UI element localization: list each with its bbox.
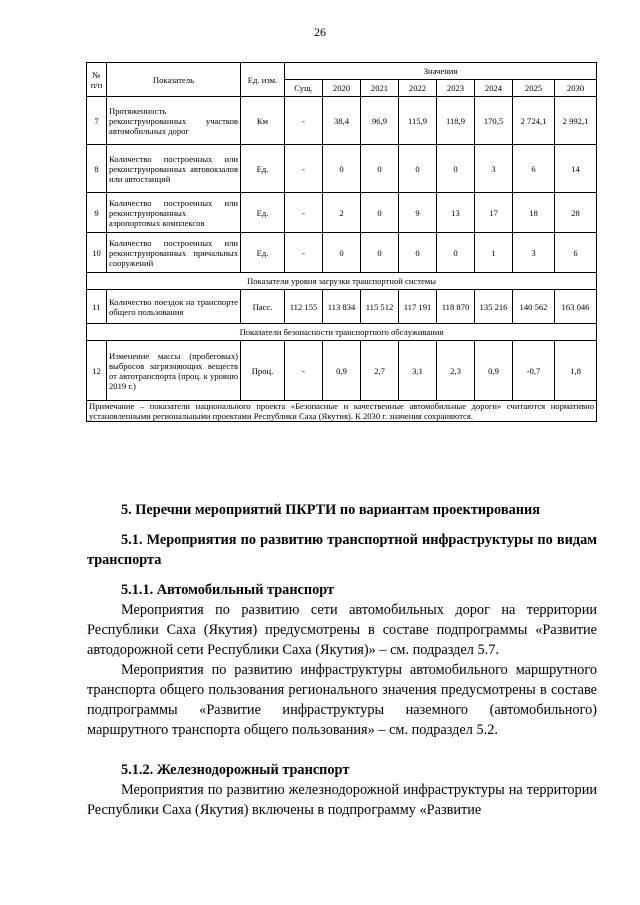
row-unit: Пасс.: [241, 290, 285, 324]
heading-section-5-1: 5.1. Мероприятия по развитию транспортной инфраструктуры по видам транспорта: [87, 532, 597, 568]
cell-value: 117 191: [399, 290, 437, 324]
section-row: [87, 273, 597, 290]
table-row: [87, 341, 597, 401]
page-number: 26: [314, 25, 326, 39]
cell-value: 6: [555, 233, 597, 273]
year-header: Сущ.: [285, 80, 323, 97]
row-indicator: Количество построенных или реконструированных аэропортовых комплексов: [107, 193, 241, 233]
cell-value: 0: [437, 145, 475, 193]
cell-value: 2 992,1: [555, 97, 597, 145]
cell-value: -: [285, 145, 323, 193]
heading-section-5-1-2: 5.1.2. Железнодорожный транспорт: [121, 762, 350, 778]
year-header: 2030: [555, 80, 597, 97]
cell-value: 2: [323, 193, 361, 233]
row-number: 9: [87, 193, 107, 233]
table-row: [87, 97, 597, 145]
table-row: [87, 290, 597, 324]
cell-value: 118 870: [437, 290, 475, 324]
cell-value: 2,3: [437, 341, 475, 401]
cell-value: 112 155: [285, 290, 323, 324]
row-indicator: Изменение массы (пробеговых) выбросов загрязняющих веществ от автотранспорта (проц. к уровню 2019 г.): [107, 341, 241, 401]
section-title: Показатели безопасности транспортного обслуживания: [87, 324, 597, 341]
table-row: [87, 145, 597, 193]
cell-value: 28: [555, 193, 597, 233]
cell-value: 0: [361, 145, 399, 193]
cell-value: 118,9: [437, 97, 475, 145]
cell-value: -: [285, 97, 323, 145]
cell-value: 113 834: [323, 290, 361, 324]
row-unit: Км: [241, 97, 285, 145]
row-number: 10: [87, 233, 107, 273]
row-unit: Ед.: [241, 233, 285, 273]
paragraph: Мероприятия по развитию инфраструктуры автомобильного маршрутного транспорта общего пользования регионального значения предусмотрены в составе подпрограммы «Развитие инфраструктуры наземного (автомобильного) маршрутного транспорта общего пользования» – см. подраздел 5.2.: [87, 662, 597, 738]
row-indicator: Количество поездок на транспорте общего пользования: [107, 290, 241, 324]
cell-value: 0: [399, 145, 437, 193]
section-row: [87, 324, 597, 341]
year-header: 2025: [513, 80, 555, 97]
cell-value: 18: [513, 193, 555, 233]
cell-value: 3: [475, 145, 513, 193]
row-number: 7: [87, 97, 107, 145]
table-note: Примечание – показатели национального проекта «Безопасные и качественные автомобильные дороги» считаются нормативно установленными региональными проектами Республики Саха (Якутия). К 2030 г. значения сохраняются.: [87, 401, 597, 422]
cell-value: 96,9: [361, 97, 399, 145]
row-indicator: Количество построенных или реконструированных причальных сооружений: [107, 233, 241, 273]
row-number: 12: [87, 341, 107, 401]
cell-value: 38,4: [323, 97, 361, 145]
col-values-header: Значения: [285, 63, 597, 80]
cell-value: 0: [323, 145, 361, 193]
heading-section-5: 5. Перечни мероприятий ПКРТИ по вариантам проектирования: [121, 502, 540, 518]
cell-value: 0: [437, 233, 475, 273]
cell-value: -: [285, 193, 323, 233]
year-header: 2021: [361, 80, 399, 97]
row-number: 8: [87, 145, 107, 193]
paragraph: Мероприятия по развитию сети автомобильных дорог на территории Республики Саха (Якутия) предусмотрены в составе подпрограммы «Развитие автодорожной сети Республики Саха (Якутия)» – см. подраздел 5.7.: [87, 602, 597, 658]
cell-value: 0: [323, 233, 361, 273]
heading-section-5-1-1: 5.1.1. Автомобильный транспорт: [121, 582, 335, 598]
col-indicator-header: Показатель: [107, 63, 241, 97]
year-header: 2022: [399, 80, 437, 97]
row-number: 11: [87, 290, 107, 324]
row-unit: Проц.: [241, 341, 285, 401]
cell-value: 9: [399, 193, 437, 233]
cell-value: 17: [475, 193, 513, 233]
section-title: Показатели уровня загрузки транспортной системы: [87, 273, 597, 290]
cell-value: 2 724,1: [513, 97, 555, 145]
cell-value: 14: [555, 145, 597, 193]
cell-value: -0,7: [513, 341, 555, 401]
col-num-header: № п/п: [87, 63, 107, 97]
row-unit: Ед.: [241, 145, 285, 193]
row-unit: Ед.: [241, 193, 285, 233]
row-indicator: Протяженность реконструированных участков автомобильных дорог: [107, 97, 241, 145]
cell-value: 170,5: [475, 97, 513, 145]
cell-value: 0: [361, 193, 399, 233]
table-row: [87, 193, 597, 233]
cell-value: 0: [361, 233, 399, 273]
cell-value: 3,1: [399, 341, 437, 401]
cell-value: 0,9: [323, 341, 361, 401]
year-header: 2023: [437, 80, 475, 97]
year-header: 2020: [323, 80, 361, 97]
cell-value: 140 562: [513, 290, 555, 324]
cell-value: 115,9: [399, 97, 437, 145]
indicators-table: [86, 62, 597, 422]
cell-value: 1: [475, 233, 513, 273]
cell-value: 2,7: [361, 341, 399, 401]
cell-value: 135 216: [475, 290, 513, 324]
cell-value: 0,9: [475, 341, 513, 401]
cell-value: 13: [437, 193, 475, 233]
document-body: [87, 500, 597, 820]
cell-value: -: [285, 341, 323, 401]
cell-value: 3: [513, 233, 555, 273]
row-indicator: Количество построенных или реконструированных автовокзалов или автостанций: [107, 145, 241, 193]
cell-value: -: [285, 233, 323, 273]
cell-value: 163 046: [555, 290, 597, 324]
year-header: 2024: [475, 80, 513, 97]
cell-value: 0: [399, 233, 437, 273]
cell-value: 1,8: [555, 341, 597, 401]
paragraph: Мероприятия по развитию железнодорожной инфраструктуры на территории Республики Саха (Якутия) включены в подпрограмму «Развитие: [87, 782, 597, 818]
cell-value: 6: [513, 145, 555, 193]
note-row: [87, 401, 597, 422]
col-unit-header: Ед. изм.: [241, 63, 285, 97]
cell-value: 115 512: [361, 290, 399, 324]
table-row: [87, 233, 597, 273]
